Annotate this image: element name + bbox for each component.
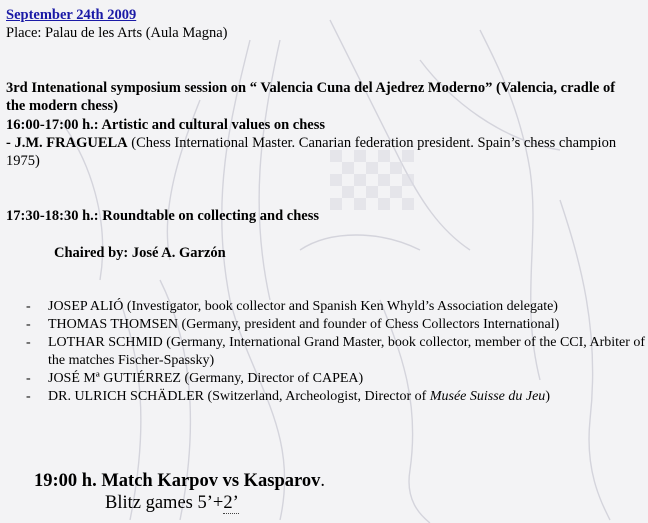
dash-bullet: -: [26, 317, 31, 332]
blitz-suffix: 2’: [223, 493, 239, 513]
chair-line: Chaired by: José A. Garzón: [54, 245, 226, 261]
participant-prefix: DR. ULRICH SCHÄDLER (Switzerland, Archeologist, Director of: [48, 389, 430, 404]
list-item: [26, 370, 646, 388]
participant-list: [26, 298, 646, 406]
list-item: [26, 316, 646, 334]
list-item: [26, 334, 646, 370]
list-item: [26, 298, 646, 316]
blitz-prefix: Blitz games 5’+: [105, 493, 224, 513]
match-title: [34, 470, 325, 492]
speaker-entry: [6, 134, 636, 170]
participant-text: JOSÉ Mª GUTIÉRREZ (Germany, Director of CAPEA): [48, 371, 364, 386]
participant-text: [48, 389, 550, 404]
participant-text: THOMAS THOMSEN (Germany, president and founder of Chess Collectors International): [48, 317, 560, 332]
participant-text: JOSEP ALIÓ (Investigator, book collector and Spanish Ken Whyld’s Association delegate): [48, 299, 558, 314]
dash-bullet: -: [26, 371, 31, 386]
dash-bullet: -: [26, 335, 31, 350]
match-title-text: 19:00 h. Match Karpov vs Kasparov: [34, 471, 321, 491]
speaker-description: (Chess International Master. Canarian federation president. Spain’s chess champion 1975): [6, 135, 617, 169]
session-time-1: 16:00-17:00 h.: Artistic and cultural values on chess: [6, 117, 325, 133]
speaker-name: - J.M. FRAGUELA: [6, 135, 128, 151]
date-link[interactable]: September 24th 2009: [6, 7, 137, 23]
match-title-period: .: [320, 471, 326, 491]
blitz-line: [105, 492, 239, 514]
place-line: Place: Palau de les Arts (Aula Magna): [6, 25, 228, 41]
participant-suffix: ): [545, 389, 550, 404]
dash-bullet: -: [26, 389, 31, 404]
roundtable-time: 17:30-18:30 h.: Roundtable on collecting and chess: [6, 208, 319, 224]
list-item: [26, 388, 646, 406]
dash-bullet: -: [26, 299, 31, 314]
museum-name: Musée Suisse du Jeu: [429, 389, 546, 404]
participant-text: LOTHAR SCHMID (Germany, International Grand Master, book collector, member of the CCI, Arbiter of the matches Fischer-Spassky): [48, 335, 646, 368]
symposium-title: 3rd Intenational symposium session on “ Valencia Cuna del Ajedrez Moderno” (Valencia, cradle of the modern chess): [6, 80, 616, 114]
